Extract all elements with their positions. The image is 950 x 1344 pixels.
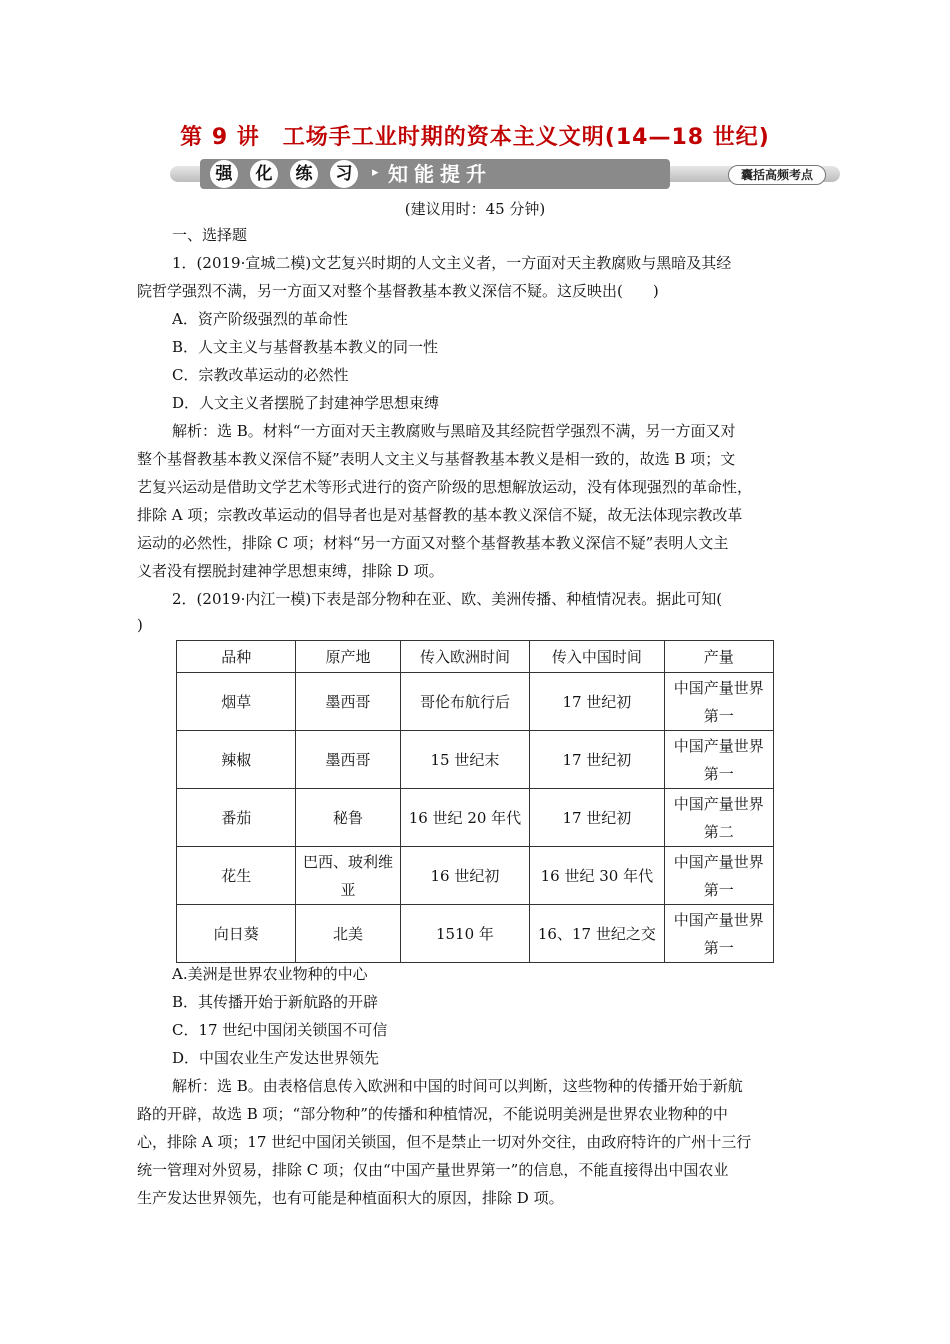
q1-analysis-line-2: 整个基督教基本教义深信不疑”表明人文主义与基督教基本教义是相一致的，故选 B 项；文 (137, 450, 736, 468)
q1-analysis-line-6: 义者没有摆脱封建神学思想束缚，排除 D 项。 (137, 562, 444, 580)
q2-option-d: D．中国农业生产发达世界领先 (172, 1049, 380, 1067)
q1-analysis-line-3: 艺复兴运动是借助文学艺术等形式进行的资产阶级的思想解放运动，没有体现强烈的革命性， (137, 478, 753, 496)
q1-analysis-line-4: 排除 A 项；宗教改革运动的倡导者也是对基督教的基本教义深信不疑，故无法体现宗教改革 (137, 506, 743, 524)
table-cell: 16、17 世纪之交 (530, 905, 664, 963)
table-cell: 中国产量世界第一 (664, 673, 773, 731)
q1-analysis-line-5: 运动的必然性，排除 C 项；材料“另一方面又对整个基督教基本教义深信不疑”表明人文主 (137, 534, 729, 552)
table-header-cell: 原产地 (296, 641, 400, 673)
table-cell: 烟草 (177, 673, 296, 731)
table-header-cell: 传入欧洲时间 (400, 641, 529, 673)
q1-option-a: A．资产阶级强烈的革命性 (172, 310, 348, 328)
table-cell: 向日葵 (177, 905, 296, 963)
q2-option-b: B．其传播开始于新航路的开辟 (172, 993, 379, 1011)
table-row (177, 905, 774, 963)
q2-option-c: C．17 世纪中国闭关锁国不可信 (172, 1021, 388, 1039)
q2-analysis-line-1: 解析：选 B。由表格信息传入欧洲和中国的时间可以判断，这些物种的传播开始于新航 (172, 1077, 743, 1095)
q1-option-c: C．宗教改革运动的必然性 (172, 366, 349, 384)
q1-option-d: D．人文主义者摆脱了封建神学思想束缚 (172, 394, 440, 412)
table-cell: 番茄 (177, 789, 296, 847)
table-cell: 哥伦布航行后 (400, 673, 529, 731)
table-cell: 墨西哥 (296, 731, 400, 789)
table-cell: 16 世纪 30 年代 (530, 847, 664, 905)
table-cell: 辣椒 (177, 731, 296, 789)
section-heading: 一、选择题 (172, 226, 248, 244)
table-cell: 15 世纪末 (400, 731, 529, 789)
table-cell: 秘鲁 (296, 789, 400, 847)
table-row (177, 731, 774, 789)
table-header-row (177, 641, 774, 673)
table-cell: 北美 (296, 905, 400, 963)
section-banner (170, 159, 840, 189)
table-cell: 花生 (177, 847, 296, 905)
table-cell: 中国产量世界第一 (664, 847, 773, 905)
q1-option-b: B．人文主义与基督教基本教义的同一性 (172, 338, 439, 356)
q2-stem-line-1: 2．(2019·内江一模)下表是部分物种在亚、欧、美洲传播、种植情况表。据此可知( (172, 590, 723, 608)
q2-analysis-line-2: 路的开辟，故选 B 项；“部分物种”的传播和种植情况，不能说明美洲是世界农业物种的中 (137, 1105, 728, 1123)
q2-analysis-line-5: 生产发达世界领先，也有可能是种植面积大的原因，排除 D 项。 (137, 1189, 564, 1207)
table-cell: 16 世纪 20 年代 (400, 789, 529, 847)
banner-char-3: 练 (290, 160, 318, 188)
table-row (177, 673, 774, 731)
q2-option-a: A.美洲是世界农业物种的中心 (172, 965, 368, 983)
table-cell: 中国产量世界第一 (664, 905, 773, 963)
table-cell: 中国产量世界第一 (664, 731, 773, 789)
species-table (176, 640, 774, 963)
table-cell: 17 世纪初 (530, 673, 664, 731)
banner-char-4: 习 (330, 160, 358, 188)
table-header-cell: 产量 (664, 641, 773, 673)
q1-analysis-line-1: 解析：选 B。材料“一方面对天主教腐败与黑暗及其经院哲学强烈不满，另一方面又对 (172, 422, 736, 440)
table-cell: 巴西、玻利维亚 (296, 847, 400, 905)
table-header-cell: 品种 (177, 641, 296, 673)
banner-char-2: 化 (250, 160, 278, 188)
table-cell: 中国产量世界第二 (664, 789, 773, 847)
banner-dark-block (200, 159, 670, 189)
q2-analysis-line-3: 心，排除 A 项；17 世纪中国闭关锁国，但不是禁止一切对外交往，由政府特许的广州十三行 (137, 1133, 752, 1151)
q2-analysis-line-4: 统一管理对外贸易，排除 C 项；仅由“中国产量世界第一”的信息，不能直接得出中国农业 (137, 1161, 729, 1179)
q1-stem-line-2: 院哲学强烈不满，另一方面又对整个基督教基本教义深信不疑。这反映出( ) (137, 282, 659, 300)
table-row (177, 789, 774, 847)
q2-stem-line-2: ) (137, 616, 143, 634)
q1-stem-line-1: 1．(2019·宣城二模)文艺复兴时期的人文主义者，一方面对天主教腐败与黑暗及其经 (172, 254, 732, 272)
time-hint: (建议用时：45 分钟) (404, 200, 546, 218)
table-cell: 16 世纪初 (400, 847, 529, 905)
banner-tag: 囊括高频考点 (728, 165, 826, 185)
banner-subtitle: 知能提升 (388, 162, 492, 186)
banner-char-1: 强 (210, 160, 238, 188)
page-title: 第 9 讲 工场手工业时期的资本主义文明(14—18 世纪) (180, 125, 770, 150)
table-cell: 墨西哥 (296, 673, 400, 731)
table-cell: 1510 年 (400, 905, 529, 963)
table-row (177, 847, 774, 905)
triangle-right-icon: ▸ (372, 165, 379, 180)
table-cell: 17 世纪初 (530, 731, 664, 789)
table-header-cell: 传入中国时间 (530, 641, 664, 673)
table-cell: 17 世纪初 (530, 789, 664, 847)
